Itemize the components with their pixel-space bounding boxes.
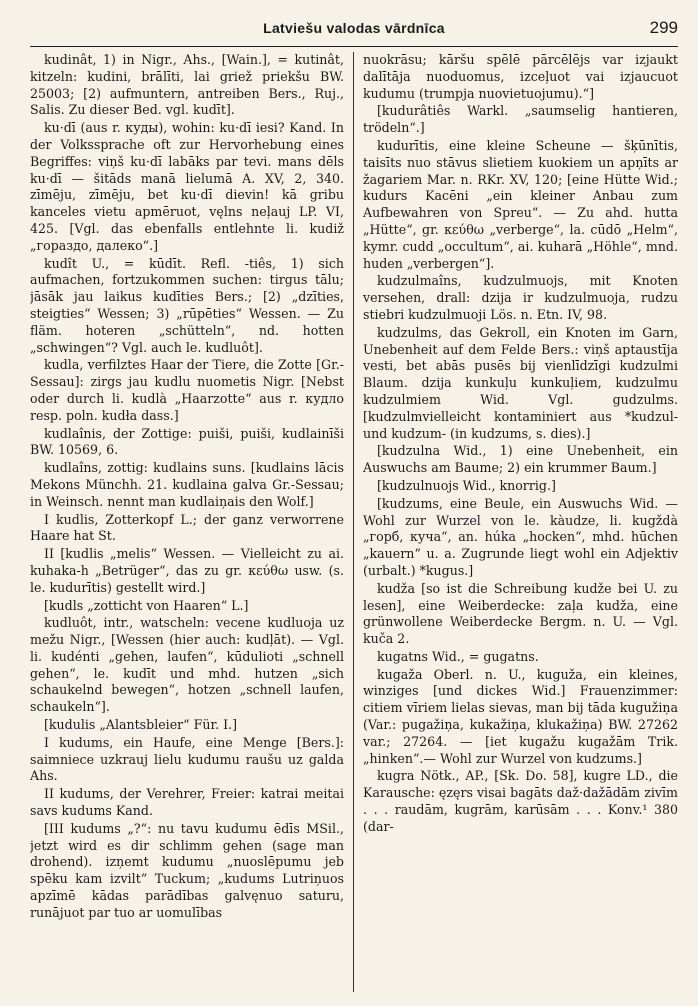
- dictionary-entry: I kudlis, Zotterkopf L.; der ganz verworrene Haare hat St.: [30, 511, 344, 544]
- dictionary-entry: kudža [so ist die Schreibung kudže bei U. zu lesen], eine Weiberdecke: zaļa kudža, eine grünwollene Weiberdecke Bergm. n. U. — Vgl. kuča 2.: [363, 580, 678, 647]
- dictionary-entry: [kudls „zotticht von Haaren“ L.]: [44, 597, 249, 613]
- dictionary-entry: [kudzulnuojs Wid., knorrig.]: [377, 477, 556, 493]
- dictionary-entry: [kudzums, eine Beule, ein Auswuchs Wid. — Wohl zur Wurzel von le. kàudze, li. kugždà „горб, куча“, an. húka „hocken“, mhd. hūchen „kauern“ u. a. Zugrunde liegt wohl ein Adjektiv (urbalt.) *kugus.]: [363, 495, 678, 578]
- dictionary-entry: [kudurâtiês Warkl. „saumselig hantieren, trödeln“.]: [363, 103, 678, 136]
- dictionary-entry: kugatns Wid., = gugatns.: [377, 648, 539, 664]
- dictionary-entry: kudlaîns, zottig: kudlains suns. [kudlains lācis Mekons Münchh. 21. kudlaina galva Gr.-Sessau; in Weinsch. nennt man kudlaiņais den Wolf.]: [30, 460, 344, 509]
- dictionary-entry: [III kudums „?“: nu tavu kudumu ēdīs MSil., jetzt wird es dir schlimm gehen (sage man drohend). izņemt kudumu „nuoslēpumu jeb spēku kam izvilt“ Tuckum; „kudums Lutriņuos apzīmē kādas parādības galvęnuo saturu, runājuot par tuo ar uomulības: [30, 820, 344, 920]
- page-number: 299: [649, 18, 678, 37]
- dictionary-entry: kudla, verfilztes Haar der Tiere, die Zotte [Gr.-Sessau]: zirgs jau kudlu nuometis Nigr. [Nebst oder durch li. kudlà „Haarzotte“ aus r. кудло resp. poln. kudła dass.]: [30, 357, 344, 423]
- dictionary-entry: II kudums, der Verehrer, Freier: katrai meitai savs kudums Kand.: [30, 786, 344, 819]
- dictionary-entry: nuokrāsu; kāršu spēlē pārcēlējs var izjaukt dalītāja nuoduomus, izceļuot vai izjaucuot kudumu (trumpja nuovietuojumu).“]: [363, 52, 678, 101]
- dictionary-entry: kudzulms, das Gekroll, ein Knoten im Garn, Unebenheit auf dem Felde Bers.: viņš aptaustīja vesti, bet abās pusēs bij vienlīdzīgi kudzulmi Blaum. dzija kunkuļu kunkuļiem, kudzulmu kudzulmiem Wid. Vgl. gudzulms. [kudzulmvielleicht kontaminiert aus *kudzul- und kudzum- (in kudzums, s. dies).]: [363, 324, 678, 441]
- dictionary-entry: kudurītis, eine kleine Scheune — šķūnītis, taisīts nuo stāvus slietiem kuokiem un apņīts ar žagariem Mar. n. RKr. XV, 120; [eine Hütte Wid.; kudurs Kacēni „ein kleiner Anbau zum Aufbewahren von Spreu“. — Zu ahd. hutta „Hütte“, gr. κεύθω „verberge“, la. cūdō „Helm“, kymr. cudd „occultum“, ai. kuharā „Höhle“, mnd. huden „verbergen“].: [363, 137, 678, 271]
- dictionary-entry: I kudums, ein Haufe, eine Menge [Bers.]: saimniece uzkrauj lielu kudumu raušu uz galda Ahs.: [30, 734, 344, 784]
- dictionary-entry: kudinât, 1) in Nigr., Ahs., [Wain.], = kutinât, kitzeln: kudini, brālīti, lai griež priekšu BW. 25003; [2) aufmuntern, antreiben Bers., Ruj., Salis. Zu dieser Bed. vgl. kudīt].: [30, 52, 344, 118]
- page-title: Latviešu valodas vārdnīca: [263, 20, 445, 36]
- dictionary-entry: kugra Nötk., AP., [Sk. Do. 58], kugre LD., die Karausche: ęzęrs visai bagāts daž·dažādām zivīm . . . raudām, kugrām, karūsām . . . Konv.¹ 380 (dar-: [363, 768, 678, 834]
- dictionary-entry: kudzulmaîns, kudzulmuojs, mit Knoten versehen, drall: dzija ir kudzulmuoja, rudzu stiebri kudzulmuoji Lös. n. Etn. IV, 98.: [363, 273, 678, 322]
- page-header: [30, 16, 678, 47]
- dictionary-entry: kudluôt, intr., watscheln: vecene kudluoja uz mežu Nigr., [Wessen (hier auch: kudļāt). — Vgl. li. kudénti „gehen, laufen“, kūdulioti „schnell gehen“, le. kudīt und mhd. hutzen „sich schaukelnd bewegen“, hotzen „schnell laufen, schaukeln“].: [30, 615, 344, 715]
- dictionary-entry: kugaža Oberl. n. U., kuguža, ein kleines, winziges [und dickes Wid.] Frauenzimmer: citiem vīriem lielas sievas, man bij tāda kugužiņa (Var.: pugažiņa, kukažiņa, klukažiņa) BW. 27262 var.; 27264. — [iet kugažu kugažām Trik. „hinken“.— Wohl zur Wurzel von kudzums.]: [363, 666, 678, 766]
- left-column: [30, 52, 354, 992]
- dictionary-entry: kudlaînis, der Zottige: puiši, puiši, kudlainīši BW. 10569, 6.: [30, 425, 344, 458]
- dictionary-entry: [kudzulna Wid., 1) eine Unebenheit, ein Auswuchs am Baume; 2) ein krummer Baum.]: [363, 443, 678, 476]
- dictionary-entry: II [kudlis „melis“ Wessen. — Vielleicht zu ai. kuhaka-h „Betrüger“, das zu gr. κεύθω usw. (s. le. kudurītis) gestellt wird.]: [30, 546, 344, 595]
- dictionary-entry: ku·dī (aus r. куды), wohin: ku·dī iesi? Kand. In der Volkssprache oft zur Hervorhebung eines Begriffes: viņš ku·dī labāks par tevi. mans dēls ku·dī — šitāds manā lielumā A. XV, 2, 340. zīmēju, zīmēju, bet ku·dī dievin! kā gribu kanceles vietu apmēruot, vęlns neļauj LP. VI, 425. [Vgl. das ebenfalls entlehnte li. kudiž „гораздо, далеко“.]: [30, 120, 344, 253]
- dictionary-entry: [kudulis „Alantsbleier“ Für. I.]: [44, 717, 238, 733]
- text-columns: [30, 52, 678, 992]
- dictionary-entry: kudît U., = kūdīt. Refl. -tiês, 1) sich aufmachen, fortzukommen suchen: tirgus tālu; jāsāk jau laikus kudīties Bers.; [2) „dzīties, steigties“ Wessen; 3) „rūpēties“ Wessen. — Zu fläm. hoteren „schütteln“, nd. hotten „schwingen“? Vgl. auch le. kudluôt].: [30, 255, 344, 355]
- right-column: [354, 52, 678, 992]
